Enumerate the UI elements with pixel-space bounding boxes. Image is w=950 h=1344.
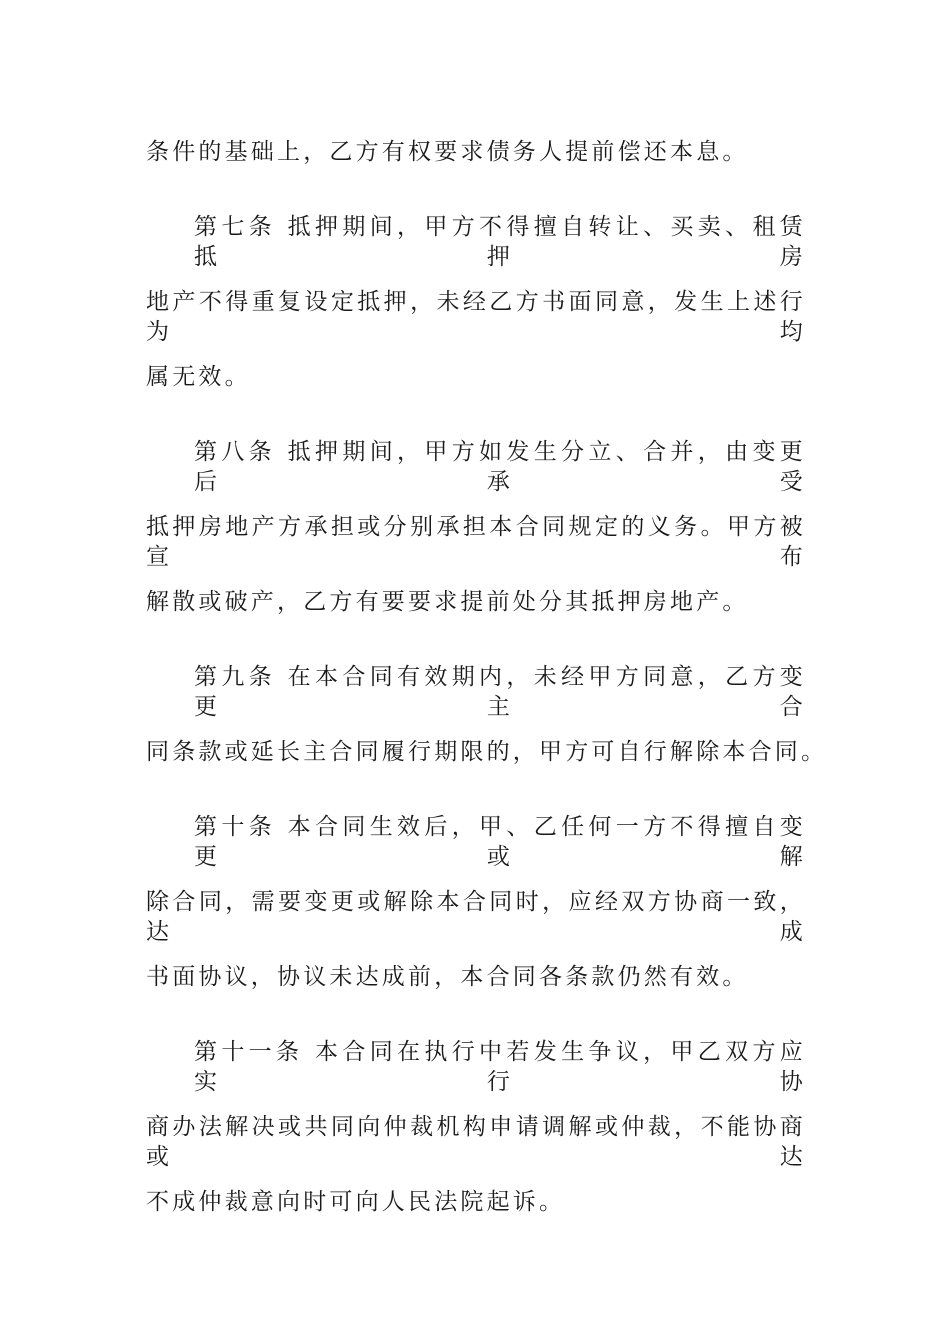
article-11-heading-line: 第十一条 本合同在执行中若发生争议，甲乙双方应实行协 xyxy=(194,1039,806,1095)
article-7-heading-line: 第七条 抵押期间，甲方不得擅自转让、买卖、租赁抵押房 xyxy=(194,214,806,270)
text-line-4: 属无效。 xyxy=(146,364,251,390)
text-line-12: 书面协议，协议未达成前，本合同各条款仍然有效。 xyxy=(146,964,749,990)
text-line-1: 条件的基础上，乙方有权要求债务人提前偿还本息。 xyxy=(146,139,749,165)
text-line-11: 除合同，需要变更或解除本合同时，应经双方协商一致，达成 xyxy=(146,889,806,945)
article-10-heading-line: 第十条 本合同生效后，甲、乙任何一方不得擅自变更或解 xyxy=(194,814,806,870)
text-line-7: 解散或破产，乙方有要要求提前处分其抵押房地产。 xyxy=(146,589,749,615)
text-line-6: 抵押房地产方承担或分别承担本合同规定的义务。甲方被宣布 xyxy=(146,514,806,570)
article-8-heading-line: 第八条 抵押期间，甲方如发生分立、合并，由变更后承受 xyxy=(194,439,806,495)
text-line-14: 商办法解决或共同向仲裁机构申请调解或仲裁，不能协商或达 xyxy=(146,1114,806,1170)
text-line-3: 地产不得重复设定抵押，未经乙方书面同意，发生上述行为均 xyxy=(146,289,806,345)
text-line-15: 不成仲裁意向时可向人民法院起诉。 xyxy=(146,1189,566,1215)
article-9-heading-line: 第九条 在本合同有效期内，未经甲方同意，乙方变更主合 xyxy=(194,664,806,720)
text-line-9: 同条款或延长主合同履行期限的，甲方可自行解除本合同。 xyxy=(146,739,828,765)
